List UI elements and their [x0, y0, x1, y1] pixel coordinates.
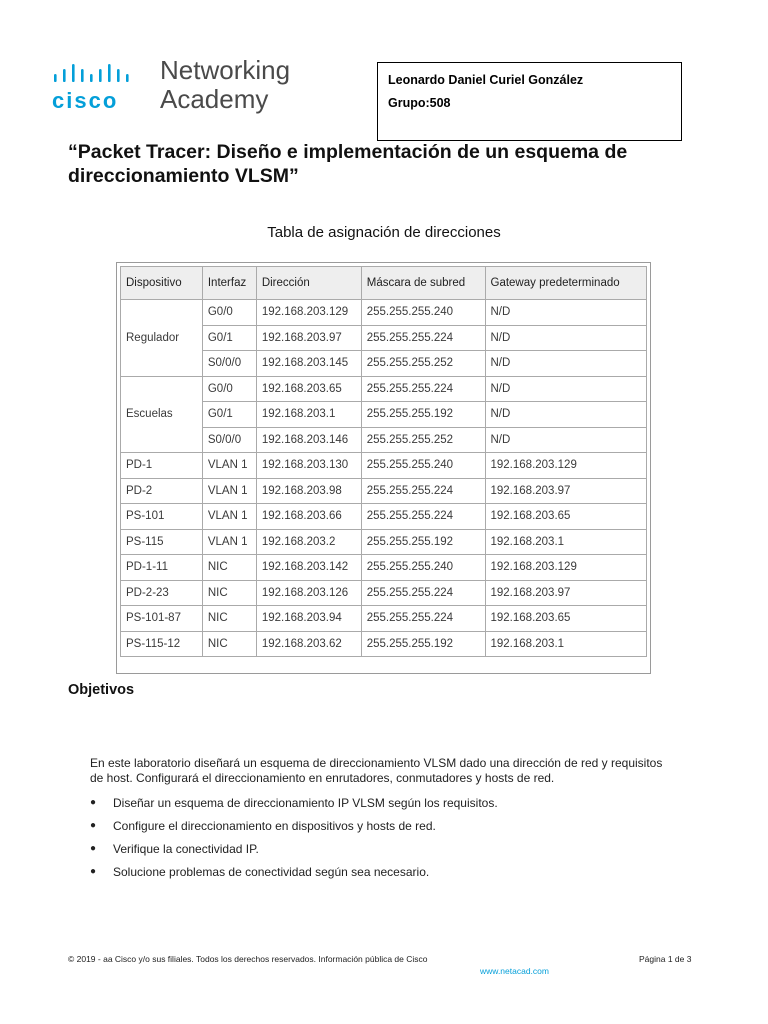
- cell-gateway: 192.168.203.65: [485, 504, 647, 530]
- table-row: [121, 504, 647, 530]
- cell-device: PS-115-12: [121, 631, 203, 657]
- cell-address: 192.168.203.66: [256, 504, 361, 530]
- cell-device: PS-101: [121, 504, 203, 530]
- header-subnet-mask: Máscara de subred: [361, 267, 485, 300]
- cisco-networking-academy-logo: [52, 55, 312, 118]
- logo-product-name: [160, 56, 290, 114]
- cell-gateway: N/D: [485, 376, 647, 402]
- cell-interface: VLAN 1: [202, 453, 256, 479]
- bullet-icon: ●: [90, 797, 97, 808]
- table-row: [121, 478, 647, 504]
- address-table: [120, 266, 647, 657]
- cell-interface: NIC: [202, 555, 256, 581]
- cell-subnet-mask: 255.255.255.224: [361, 376, 485, 402]
- table-row: [121, 631, 647, 657]
- footer-url-link[interactable]: www.netacad.com: [480, 966, 549, 976]
- student-group: Grupo:508: [388, 96, 451, 110]
- header-address: Dirección: [256, 267, 361, 300]
- cell-gateway: N/D: [485, 351, 647, 377]
- cell-interface: G0/0: [202, 300, 256, 326]
- cell-device: PS-101-87: [121, 606, 203, 632]
- cell-interface: NIC: [202, 580, 256, 606]
- cell-interface: NIC: [202, 606, 256, 632]
- table-row: [121, 606, 647, 632]
- cell-address: 192.168.203.1: [256, 402, 361, 428]
- objectives-list: [88, 796, 688, 888]
- list-item: [88, 842, 688, 865]
- cell-interface: VLAN 1: [202, 504, 256, 530]
- cell-subnet-mask: 255.255.255.224: [361, 580, 485, 606]
- document-title-line-2: direccionamiento VLSM”: [68, 165, 299, 187]
- document-title: [68, 140, 688, 188]
- cell-device: PD-1: [121, 453, 203, 479]
- cell-gateway: 192.168.203.129: [485, 555, 647, 581]
- cell-device: PS-115: [121, 529, 203, 555]
- cell-subnet-mask: 255.255.255.240: [361, 555, 485, 581]
- student-name: Leonardo Daniel Curiel González: [388, 73, 584, 87]
- table-row: [121, 376, 647, 402]
- cell-gateway: 192.168.203.65: [485, 606, 647, 632]
- bullet-icon: ●: [90, 843, 97, 854]
- cell-interface: S0/0/0: [202, 351, 256, 377]
- cell-address: 192.168.203.145: [256, 351, 361, 377]
- footer-page-number: Página 1 de 3: [639, 954, 692, 964]
- cell-address: 192.168.203.130: [256, 453, 361, 479]
- table-row: [121, 580, 647, 606]
- list-item-text: Diseñar un esquema de direccionamiento IP VLSM según los requisitos.: [113, 796, 498, 810]
- objectives-intro: [90, 756, 700, 785]
- cell-gateway: N/D: [485, 402, 647, 428]
- cell-subnet-mask: 255.255.255.192: [361, 529, 485, 555]
- list-item: [88, 819, 688, 842]
- cell-gateway: N/D: [485, 325, 647, 351]
- student-info-box: [377, 62, 682, 141]
- cell-device: PD-2: [121, 478, 203, 504]
- cell-address: 192.168.203.129: [256, 300, 361, 326]
- cell-gateway: N/D: [485, 427, 647, 453]
- cell-subnet-mask: 255.255.255.252: [361, 427, 485, 453]
- cell-subnet-mask: 255.255.255.192: [361, 402, 485, 428]
- objectives-intro-line-2: de host. Configurará el direccionamiento en enrutadores, conmutadores y hosts de red.: [90, 770, 555, 785]
- cell-interface: VLAN 1: [202, 478, 256, 504]
- cell-address: 192.168.203.62: [256, 631, 361, 657]
- list-item-text: Configure el direccionamiento en dispositivos y hosts de red.: [113, 819, 436, 833]
- cell-device: Escuelas: [121, 376, 203, 453]
- objectives-intro-line-1: En este laboratorio diseñará un esquema de direccionamiento VLSM dado una dirección de red y requisitos: [90, 756, 663, 770]
- cell-subnet-mask: 255.255.255.224: [361, 606, 485, 632]
- cisco-bars-icon: [52, 62, 152, 84]
- cell-gateway: N/D: [485, 300, 647, 326]
- objectives-heading: Objetivos: [68, 682, 135, 698]
- bullet-icon: ●: [90, 866, 97, 877]
- table-row: [121, 453, 647, 479]
- table-row: [121, 529, 647, 555]
- footer-copyright: © 2019 - aa Cisco y/o sus filiales. Todos los derechos reservados. Información pública de Cisco: [68, 954, 428, 964]
- cell-interface: G0/1: [202, 402, 256, 428]
- cell-interface: G0/1: [202, 325, 256, 351]
- address-table-frame: [116, 262, 651, 674]
- bullet-icon: ●: [90, 820, 97, 831]
- cell-address: 192.168.203.97: [256, 325, 361, 351]
- cell-address: 192.168.203.94: [256, 606, 361, 632]
- logo-networking: Networking: [160, 55, 291, 85]
- cell-gateway: 192.168.203.97: [485, 478, 647, 504]
- cell-device: PD-1-11: [121, 555, 203, 581]
- table-row: [121, 300, 647, 326]
- cell-address: 192.168.203.126: [256, 580, 361, 606]
- cell-device: PD-2-23: [121, 580, 203, 606]
- table-header-row: [121, 267, 647, 300]
- cell-subnet-mask: 255.255.255.240: [361, 453, 485, 479]
- cell-device: Regulador: [121, 300, 203, 377]
- list-item: [88, 796, 688, 819]
- header-device: Dispositivo: [121, 267, 203, 300]
- cell-gateway: 192.168.203.97: [485, 580, 647, 606]
- table-row: [121, 555, 647, 581]
- cell-interface: S0/0/0: [202, 427, 256, 453]
- table-title: Tabla de asignación de direcciones: [267, 224, 501, 241]
- cell-address: 192.168.203.146: [256, 427, 361, 453]
- logo-academy: Academy: [160, 84, 269, 114]
- cell-address: 192.168.203.65: [256, 376, 361, 402]
- cell-address: 192.168.203.98: [256, 478, 361, 504]
- cell-subnet-mask: 255.255.255.224: [361, 478, 485, 504]
- cell-subnet-mask: 255.255.255.252: [361, 351, 485, 377]
- cell-address: 192.168.203.2: [256, 529, 361, 555]
- cisco-wordmark: cisco: [52, 88, 119, 113]
- cell-subnet-mask: 255.255.255.192: [361, 631, 485, 657]
- cell-gateway: 192.168.203.1: [485, 631, 647, 657]
- cell-interface: NIC: [202, 631, 256, 657]
- cell-interface: VLAN 1: [202, 529, 256, 555]
- cell-gateway: 192.168.203.129: [485, 453, 647, 479]
- list-item: [88, 865, 688, 888]
- list-item-text: Verifique la conectividad IP.: [113, 842, 259, 856]
- cell-interface: G0/0: [202, 376, 256, 402]
- list-item-text: Solucione problemas de conectividad según sea necesario.: [113, 865, 430, 879]
- cell-address: 192.168.203.142: [256, 555, 361, 581]
- cell-gateway: 192.168.203.1: [485, 529, 647, 555]
- document-title-line-1: “Packet Tracer: Diseño e implementación de un esquema de: [68, 141, 628, 163]
- cell-subnet-mask: 255.255.255.224: [361, 504, 485, 530]
- header-default-gateway: Gateway predeterminado: [485, 267, 647, 300]
- cell-subnet-mask: 255.255.255.240: [361, 300, 485, 326]
- header-interface: Interfaz: [202, 267, 256, 300]
- cell-subnet-mask: 255.255.255.224: [361, 325, 485, 351]
